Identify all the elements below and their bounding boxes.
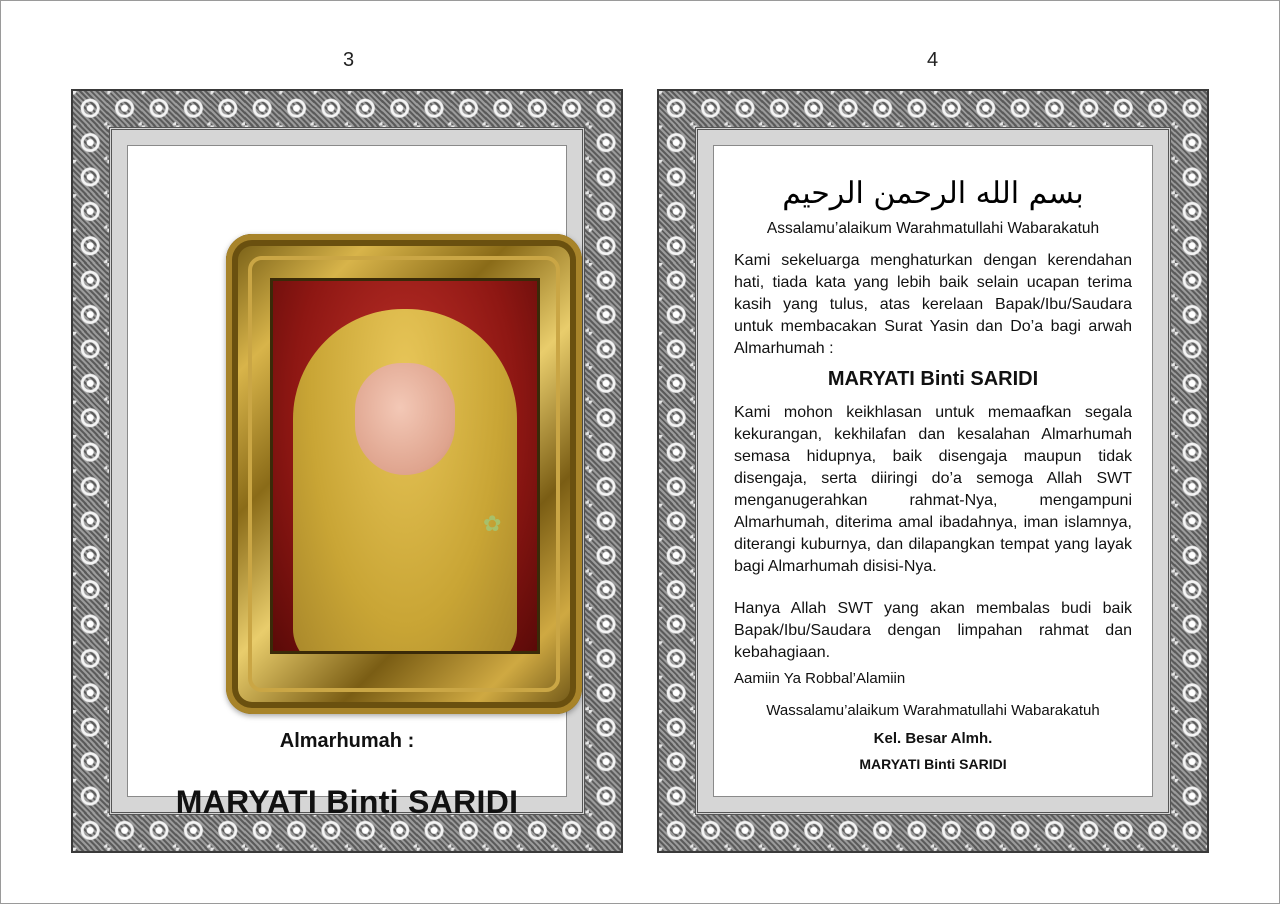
aamiin-line: Aamiin Ya Robbal’Alamiin [734, 670, 906, 687]
portrait-hijab [293, 309, 517, 654]
page-4-content [713, 145, 1153, 797]
page-number-3: 3 [343, 49, 355, 71]
deceased-name-heading: MARYATI Binti SARIDI [827, 368, 1039, 390]
page-3-content [127, 145, 567, 820]
thanks-paragraph: Kami sekeluarga menghaturkan dengan kerendahan hati, tiada kata yang lebih baik selain ucapan terima kasih yang tulus, atas kerelaan Bapak/Ibu/Saudara untuk membacakan Surat Yasin dan Do’a bagi arwah Almarhumah : [734, 252, 1132, 357]
page-4-ornamental-border [657, 89, 1209, 853]
portrait-photo [270, 278, 540, 654]
portrait-face [355, 363, 455, 475]
signature-name: MARYATI Binti SARIDI [859, 756, 1007, 772]
gilded-picture-frame [226, 234, 582, 714]
blessing-paragraph: Hanya Allah SWT yang akan membalas budi baik Bapak/Ibu/Saudara dengan limpahan rahmat dan kebahagiaan. [734, 600, 1132, 661]
opening-greeting: Assalamu’alaikum Warahmatullahi Wabarakatuh [766, 220, 1100, 237]
bismillah-calligraphy: بسم الله الرحمن الرحيم [782, 176, 1084, 211]
signature-family: Kel. Besar Almh. [873, 730, 993, 747]
closing-greeting: Wassalamu’alaikum Warahmatullahi Wabarakatuh [766, 702, 1100, 719]
page-3-ornamental-border [71, 89, 623, 853]
forgiveness-paragraph: Kami mohon keikhlasan untuk memaafkan segala kekurangan, kekhilafan dan kesalahan Almarhumah semasa hidupnya, baik disengaja maupun tidak disengaja, serta diiringi do’a semoga Allah SWT menganugerahkan rahmat-Nya, mengampuni Almarhumah, diterima amal ibadahnya, iman islamnya, diterangi kuburnya, dan dilapangkan tempat yang layak bagi Almarhumah disisi-Nya. [734, 404, 1132, 575]
deceased-name: MARYATI Binti SARIDI [175, 784, 519, 820]
brooch-icon: ✿ [483, 511, 502, 536]
page-number-4: 4 [927, 49, 939, 71]
caption-label: Almarhumah : [279, 730, 415, 752]
